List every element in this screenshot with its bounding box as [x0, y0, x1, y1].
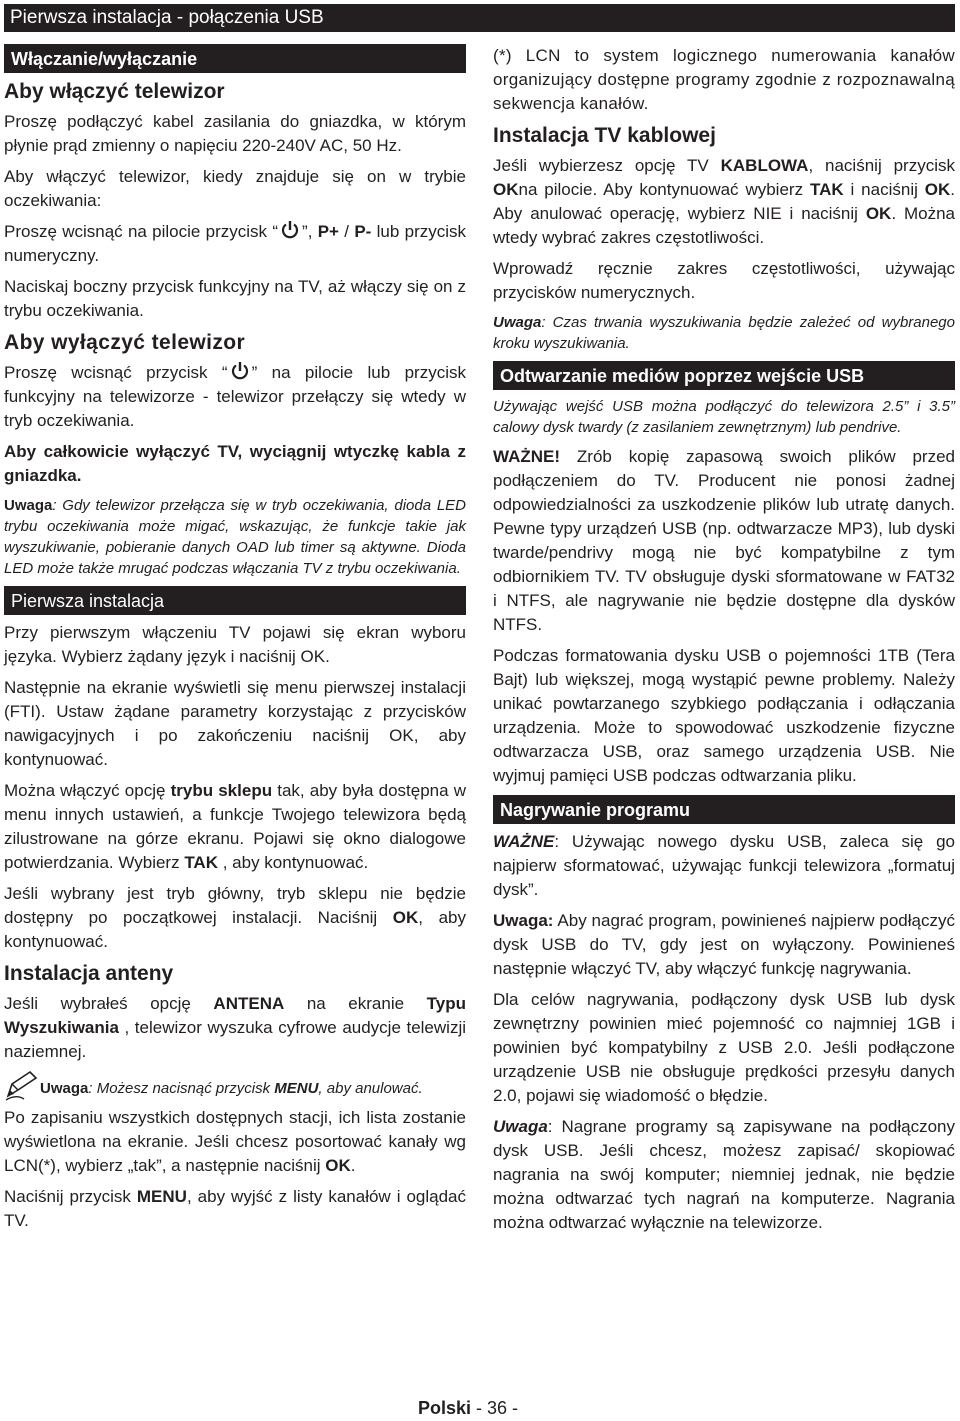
text: Proszę wcisnąć przycisk “ — [4, 363, 228, 382]
text: Uwaga — [493, 1117, 548, 1136]
text: OK — [924, 180, 951, 199]
text: TAK — [809, 180, 844, 199]
text: Aby nagrać program, powinieneś najpierw podłączyć dysk USB do TV, gdy jest on wyłączony. Powinieneś następnie włączyć TV, aby włączyć funkcję nagrywania. — [493, 911, 955, 978]
left-column — [4, 44, 466, 1240]
text: : Nagrane programy są zapisywane na podłączony dysk USB. Jeśli chcesz, możesz zapisać/ skopiować nagrania na swój komputer; niemniej jednak, nie będzie można odtwarzać tych nagrań na komputerze. Nagrania można odtwarzać wyłącznie na telewizorze. — [493, 1117, 955, 1232]
note-text: : Gdy telewizor przełącza się w tryb oczekiwania, dioda LED trybu oczekiwania może migać, wskazując, że funkcje takie jak wyszukiwanie, pobieranie danych OAD lub timer są aktywne. Dioda LED może także mrugać podczas włączania TV z trybu oczekiwania. — [4, 497, 466, 577]
note-text: : Czas trwania wyszukiwania będzie zależeć od wybranego kroku wyszukiwania. — [493, 314, 955, 352]
section-bar-recording-label: Nagrywanie programu — [500, 800, 691, 820]
note-standby-led — [4, 495, 466, 579]
note-label: Uwaga — [40, 1080, 89, 1097]
note-text: : Możesz nacisnąć przycisk — [88, 1080, 275, 1097]
text: Jeśli wybrany jest tryb główny, tryb sklepu nie będzie dostępny po początkowej instalacji. Naciśnij — [4, 884, 466, 927]
para-antenna — [4, 992, 466, 1064]
para-important-format — [493, 830, 955, 902]
para-record-note — [493, 909, 955, 981]
section-bar-first-install — [4, 586, 466, 615]
text: : Używając nowego dysku USB, zaleca się go najpierw sformatować, używając funkcji telewizora „formatuj dysk”. — [493, 832, 955, 899]
text: Naciśnij przycisk — [4, 1187, 137, 1206]
text: ” na pilocie lub przycisk funkcyjny na telewizorze - telewizor przełączy się wtedy w tryb oczekiwania. — [4, 363, 466, 430]
text: OK — [865, 204, 892, 223]
section-bar-first-install-label: Pierwsza instalacja — [11, 591, 165, 611]
power-icon — [230, 361, 250, 381]
text: na ekranie — [284, 994, 427, 1013]
heading-antenna: Instalacja anteny — [4, 962, 174, 985]
text: , aby wyjść z listy kanałów i oglądać TV. — [4, 1187, 466, 1230]
para-fti: Następnie na ekranie wyświetli się menu pierwszej instalacji (FTI). Ustaw żądane parametry korzystając z przycisków nawigacyjnych i po zakończeniu naciśnij OK, aby kontynuować. — [4, 678, 466, 769]
text: WAŻNE — [493, 832, 555, 851]
para-language: Przy pierwszym włączeniu TV pojawi się ekran wyboru języka. Wybierz żądany język i naciśnij OK. — [4, 623, 466, 666]
footer-language: Polski — [418, 1398, 472, 1418]
section-bar-onoff-label: Włączanie/wyłączanie — [11, 49, 198, 69]
page-title: Pierwsza instalacja - połączenia USB — [10, 7, 324, 28]
text: Zrób kopię zapasową swoich plików przed podłączeniem do TV. Producent nie ponosi żadnej odpowiedzialności za uszkodzenie plików lub utratę danych. Pewne typy urządzeń USB (np. odtwarzacze MP3), lub dyski twarde/pendrivy mogą nie być kompatybilne z tym odbiornikiem TV. TV obsługuje dyski sformatowane w FAT32 i NTFS, ale nagrywanie nie będzie dostępne dla dysków NTFS. — [493, 447, 955, 634]
footer-page-number: - 36 - — [471, 1398, 519, 1418]
text: / — [339, 222, 355, 241]
para-store-mode — [4, 779, 466, 875]
text: Jeśli wybierzesz opcję TV — [493, 156, 721, 175]
para-freq: Wprowadź ręcznie zakres częstotliwości, używając przycisków numerycznych. — [493, 259, 955, 302]
text: na pilocie. Aby kontynuować wybierz — [518, 180, 810, 199]
section-bar-onoff — [4, 44, 466, 73]
para-record-capacity: Dla celów nagrywania, podłączony dysk USB lub dysk zewnętrzny powinien mieć pojemność co najmniej 1GB i powinien być kompatybilny z USB 2.0. Jeśli podłączone urządzenie USB nie obsługuje prędkości przesyłu danych 2.0, pojawi się wiadomość o błędzie. — [493, 990, 955, 1105]
text: tak, aby była dostępna w menu innych ustawień, a funkcje Twojego telewizora będą zilustrowane na górze ekranu. Pojawi się okno dialogowe potwierdzania. Wybierz — [4, 781, 466, 872]
text: OK — [392, 908, 419, 927]
text: Jeśli wybrałeś opcję — [4, 994, 214, 1013]
text: . — [350, 1156, 356, 1175]
para-remote-off — [4, 361, 466, 433]
text: Typu Wyszukiwania — [4, 994, 466, 1037]
text: P- — [354, 222, 372, 241]
text: P+ — [317, 222, 339, 241]
text: . Aby anulować operację, wybierz NIE i naciśnij — [493, 180, 955, 223]
para-cable — [493, 154, 955, 250]
text: KABLOWA — [720, 156, 809, 175]
heading-turn-off: Aby wyłączyć telewizor — [4, 331, 246, 354]
para-record-saved — [493, 1115, 955, 1235]
text: MENU — [136, 1187, 187, 1206]
pencil-note-icon — [4, 1070, 40, 1102]
note-menu-cancel — [4, 1078, 466, 1099]
note-label: Uwaga — [4, 497, 53, 514]
text: , naciśnij przycisk — [808, 156, 955, 175]
text: OK — [493, 180, 519, 199]
text: TAK — [184, 853, 218, 872]
text: Można włączyć opcję — [4, 781, 171, 800]
text: trybu sklepu — [170, 781, 273, 800]
text: Proszę wcisnąć na pilocie przycisk “ — [4, 222, 279, 241]
para-lcn-def: (*) LCN to system logicznego numerowania kanałów organizujący dostępne programy zgodnie z rozpoznawalną sekwencja kanałów. — [493, 46, 955, 113]
note-text: , aby anulować. — [318, 1080, 423, 1097]
page-title-bar — [4, 4, 955, 32]
note-label: Uwaga — [493, 314, 542, 331]
para-home-mode — [4, 882, 466, 954]
text: i naciśnij — [843, 180, 925, 199]
para-lcn-sort — [4, 1106, 466, 1178]
para-format-1tb: Podczas formatowania dysku USB o pojemności 1TB (Tera Bajt) lub większej, mogą wystąpić pewne problemy. Należy unikać powtarzanego szybkiego podłączania i odłączania urządzenia. Może to spowodować uszkodzenie fizyczne odtwarzacza USB, oraz samego urządzenia USB. Nie wyjmuj pamięci USB podczas odtwarzania pliku. — [493, 646, 955, 785]
para-side-button: Naciskaj boczny przycisk funkcyjny na TV, aż włączy się on z trybu oczekiwania. — [4, 277, 466, 320]
section-bar-recording — [493, 795, 955, 824]
heading-turn-on: Aby włączyć telewizor — [4, 80, 225, 103]
para-menu-exit — [4, 1185, 466, 1233]
text: ANTENA — [213, 994, 285, 1013]
para-power-cable: Proszę podłączyć kabel zasilania do gniazdka, w którym płynie prąd zmienny o napięciu 220-240V AC, 50 Hz. — [4, 112, 466, 155]
text: , aby kontynuować. — [218, 853, 369, 872]
heading-cable: Instalacja TV kablowej — [493, 124, 716, 147]
text: lub przycisk numeryczny. — [4, 222, 467, 265]
section-bar-usb-label: Odtwarzanie mediów poprzez wejście USB — [500, 366, 865, 386]
note-search-time — [493, 312, 955, 354]
right-column — [493, 44, 955, 1242]
page-footer — [418, 1398, 518, 1419]
text: Uwaga: — [493, 911, 554, 930]
para-remote-on — [4, 220, 466, 268]
para-standby-intro: Aby włączyć telewizor, kiedy znajduje się on w trybie oczekiwania: — [4, 167, 466, 210]
text: , telewizor wyszuka cyfrowe audycje telewizji naziemnej. — [4, 1018, 466, 1061]
power-icon — [280, 220, 300, 240]
text: Po zapisaniu wszystkich dostępnych stacji, ich lista zostanie wyświetlona na ekranie. Jeśli chcesz posortować kanały wg LCN(*), wybierz „tak”, a następnie naciśnij — [4, 1108, 466, 1175]
text: , aby kontynuować. — [4, 908, 466, 951]
note-text: MENU — [274, 1080, 319, 1097]
section-bar-usb — [493, 361, 955, 390]
text: ”, — [302, 222, 318, 241]
para-unplug: Aby całkowicie wyłączyć TV, wyciągnij wtyczkę kabla z gniazdka. — [4, 442, 466, 485]
para-usb-inputs — [493, 396, 955, 438]
text: OK — [325, 1156, 351, 1175]
text: . Można wtedy wybrać zakres częstotliwości. — [493, 204, 955, 247]
text: WAŻNE! — [493, 447, 561, 466]
para-important-backup — [493, 445, 955, 637]
text: Używając wejść USB można podłączyć do telewizora 2.5” i 3.5” calowy dysk twardy (z zasilaniem zewnętrznym) lub pendrive. — [493, 398, 955, 436]
